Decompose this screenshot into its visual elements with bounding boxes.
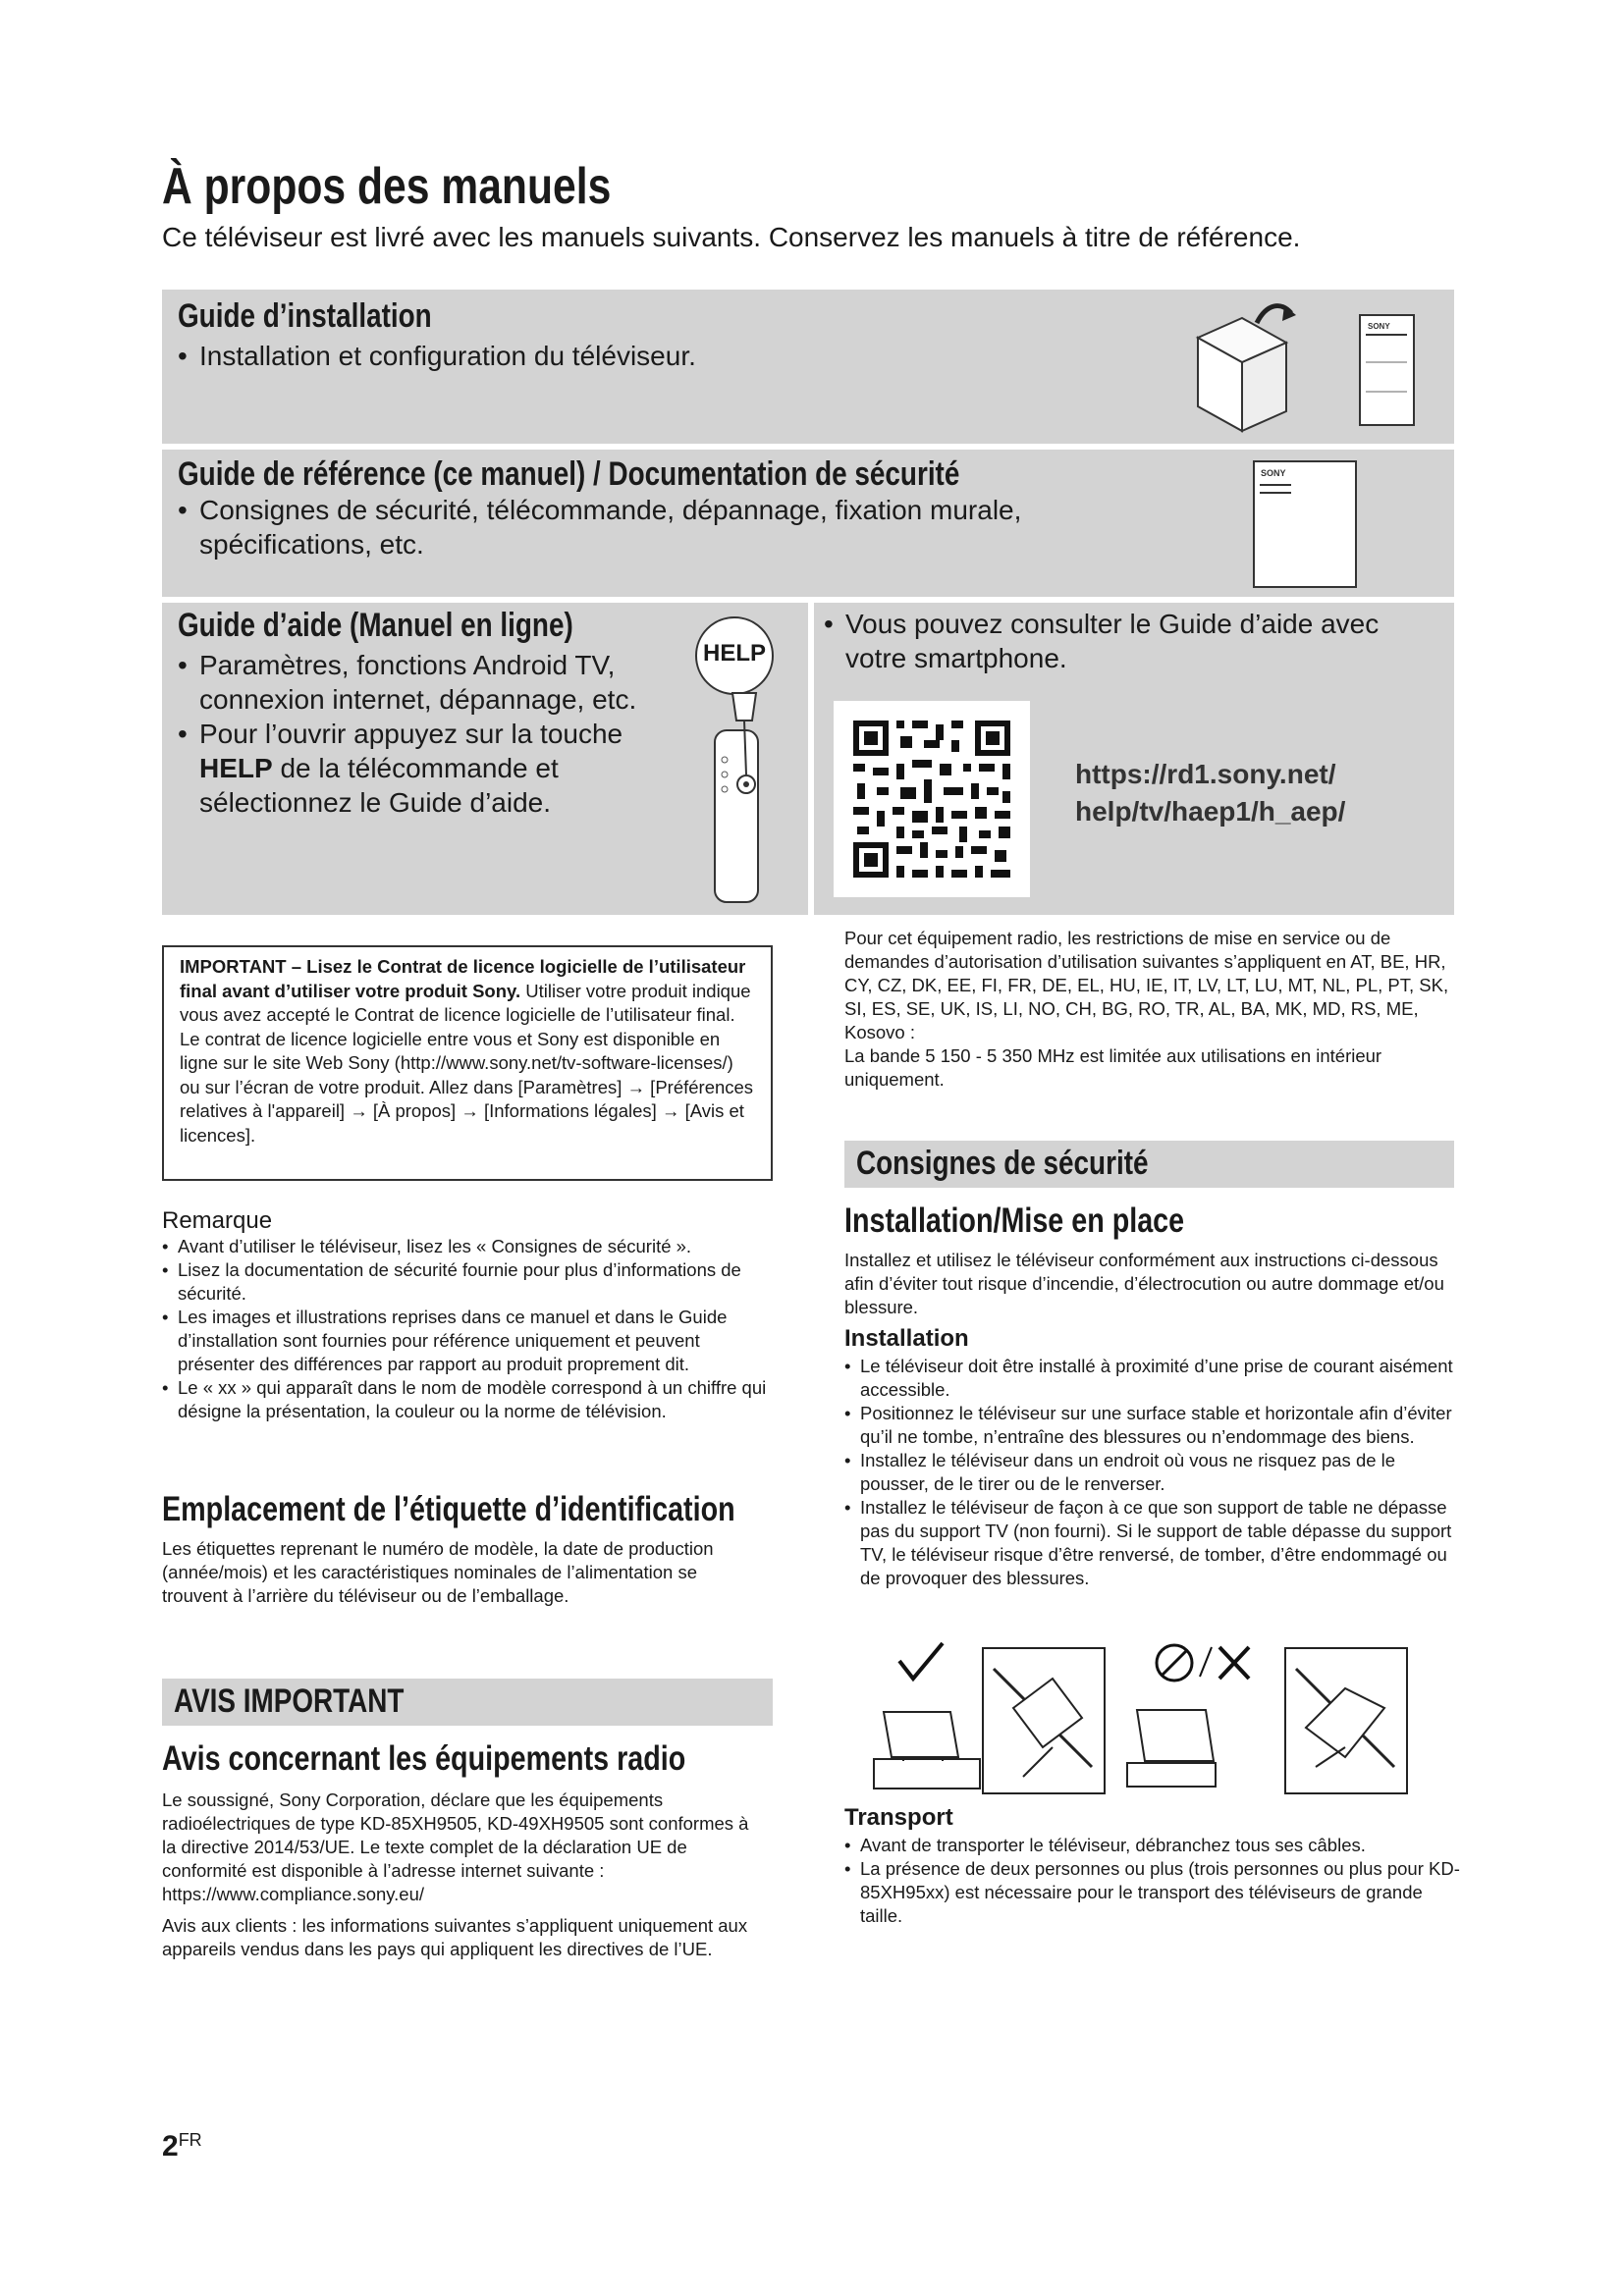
sony-logo: SONY [1261,468,1286,478]
installation-mise-heading: Installation/Mise en place [844,1201,1185,1240]
guide-aide-title: Guide d’aide (Manuel en ligne) [178,607,573,644]
list-item: • Consignes de sécurité, télécommande, dépannage, fixation murale, spécifications, etc. [178,493,1081,561]
list-item: • Paramètres, fonctions Android TV, connexion internet, dépannage, etc. [178,648,688,717]
list-item: • Le « xx » qui apparaît dans le nom de modèle correspond à un chiffre qui désigne la présentation, la couleur ou la norme de télévision. [162,1376,773,1423]
list-item: • Installez le téléviseur de façon à ce que son support de table ne dépasse pas du support TV (non fourni). Si le support de table dépasse du support TV, le téléviseur risque d’être renversé, de tomber, d’être endommagé ou de provoquer des blessures. [844,1496,1463,1590]
transport-list [844,1834,1463,1928]
page-title: À propos des manuels [162,158,612,215]
guide-booklet-icon [1358,313,1417,429]
tv-fall-illustration-2 [1284,1647,1408,1794]
installation-list [844,1355,1463,1590]
help-badge: HELP [695,616,774,695]
guide-installation-box [162,290,1454,444]
qr-code[interactable] [834,701,1030,897]
help-url[interactable]: https://rd1.sony.net/ help/tv/haep1/h_aep/ [1075,759,1346,827]
page-number: 2FR [162,2130,202,2163]
tv-incorrect-icon [1117,1641,1265,1794]
sony-logo: SONY [1368,322,1390,331]
manual-booklet-icon [1252,459,1360,589]
list-item: • Pour l’ouvrir appuyez sur la touche HELP de la télécommande et sélectionnez le Guide d’aide. [178,717,688,820]
shipping-box-icon [1188,303,1296,436]
page-subtitle: Ce téléviseur est livré avec les manuels suivants. Conservez les manuels à titre de référence. [162,222,1301,252]
consignes-securite-bar: Consignes de sécurité [844,1141,1454,1188]
avis-important-bar: AVIS IMPORTANT [162,1679,773,1726]
remarque-title: Remarque [162,1207,273,1234]
transport-subheading: Transport [844,1804,953,1831]
tv-fall-illustration-1 [982,1647,1106,1794]
guide-reference-title: Guide de référence (ce manuel) / Documentation de sécurité [178,455,960,493]
list-item: • La présence de deux personnes ou plus (trois personnes ou plus pour KD-85XH95xx) est nécessaire pour le transport des téléviseurs de grande taille. [844,1857,1463,1928]
emplacement-text: Les étiquettes reprenant le numéro de modèle, la date de production (année/mois) et les caractéristiques nominales de l’alimentation se trouvent à l’arrière du téléviseur ou de l’emballage. [162,1538,714,1606]
tv-correct-icon [864,1641,992,1794]
list-item: • Vous pouvez consulter le Guide d’aide avec votre smartphone. [824,607,1413,675]
list-item: • Les images et illustrations reprises dans ce manuel et dans le Guide d’installation sont fournies pour référence uniquement et peuvent présenter des différences par rapport au produit proprement dit. [162,1306,773,1376]
list-item: • Positionnez le téléviseur sur une surface stable et horizontale afin d’éviter qu’il ne tombe, n’entraîne des blessures ou n’endommage des biens. [844,1402,1463,1449]
list-item: • Avant d’utiliser le téléviseur, lisez les « Consignes de sécurité ». [162,1235,773,1258]
guide-installation-title: Guide d’installation [178,297,432,335]
remarque-list [162,1235,773,1423]
list-item: • Avant de transporter le téléviseur, débranchez tous ses câbles. [844,1834,1463,1857]
list-item: • Installation et configuration du téléviseur. [178,339,865,373]
tv-stand-illustration [864,1641,1434,1794]
list-item: • Lisez la documentation de sécurité fournie pour plus d’informations de sécurité. [162,1258,773,1306]
emplacement-heading: Emplacement de l’étiquette d’identification [162,1490,735,1528]
remote-control-icon [705,691,774,907]
avis-radio-heading: Avis concernant les équipements radio [162,1739,686,1778]
installation-mise-text: Installez et utilisez le téléviseur conformément aux instructions ci-dessous afin d’éviter tout risque d’incendie, d’électrocution ou autre dommage et/ou blessure. [844,1250,1444,1317]
guide-aide-smartphone-box [814,603,1454,915]
avis-radio-text: Le soussigné, Sony Corporation, déclare que les équipements radioélectriques de type KD-85XH9505, KD-49XH9505 sont conformes à la directive 2014/53/UE. Le texte complet de la déclaration UE de conformité est disponible à l’adresse internet suivante : https://www.compliance.sony.eu/ Avis aux clients : les informations suivantes s’appliquent uniquement aux appareils vendus dans les pays qui appliquent les directives de l’UE. [162,1789,749,1959]
guide-reference-box [162,450,1454,597]
guide-aide-box [162,603,808,915]
radio-restrictions: Pour cet équipement radio, les restrictions de mise en service ou de demandes d’autorisation d’utilisation suivantes s’appliquent en AT, BE, HR, CY, CZ, DK, EE, FI, FR, DE, EL, HU, IE, IT, LV, LT, LU, MT, NL, PL, PT, SK, SI, ES, SE, UK, IS, LI, NO, CH, BG, RO, TR, AL, BA, MK, MD, RS, ME, Kosovo : La bande 5 150 - 5 350 MHz est limitée aux utilisations en intérieur uniquement. [844,928,1449,1090]
list-item: • Le téléviseur doit être installé à proximité d’une prise de courant aisément accessible. [844,1355,1463,1402]
important-license-box: IMPORTANT – Lisez le Contrat de licence logicielle de l’utilisateur final avant d’utiliser votre produit Sony. Utiliser votre produit indique vous avez accepté le Contrat de licence logicielle de l’utilisateur final. Le contrat de licence logicielle entre vous et Sony est disponible en ligne sur le site Web Sony (http://www.sony.net/tv-software-licenses/) ou sur l’écran de votre produit. Allez dans [Paramètres] → [Préférences relatives à l'appareil] → [À propos] → [Informations légales] → [Avis et licences]. [162,945,773,1181]
installation-subheading: Installation [844,1325,969,1352]
list-item: • Installez le téléviseur dans un endroit où vous ne risquez pas de le pousser, de le tirer ou de le renverser. [844,1449,1463,1496]
